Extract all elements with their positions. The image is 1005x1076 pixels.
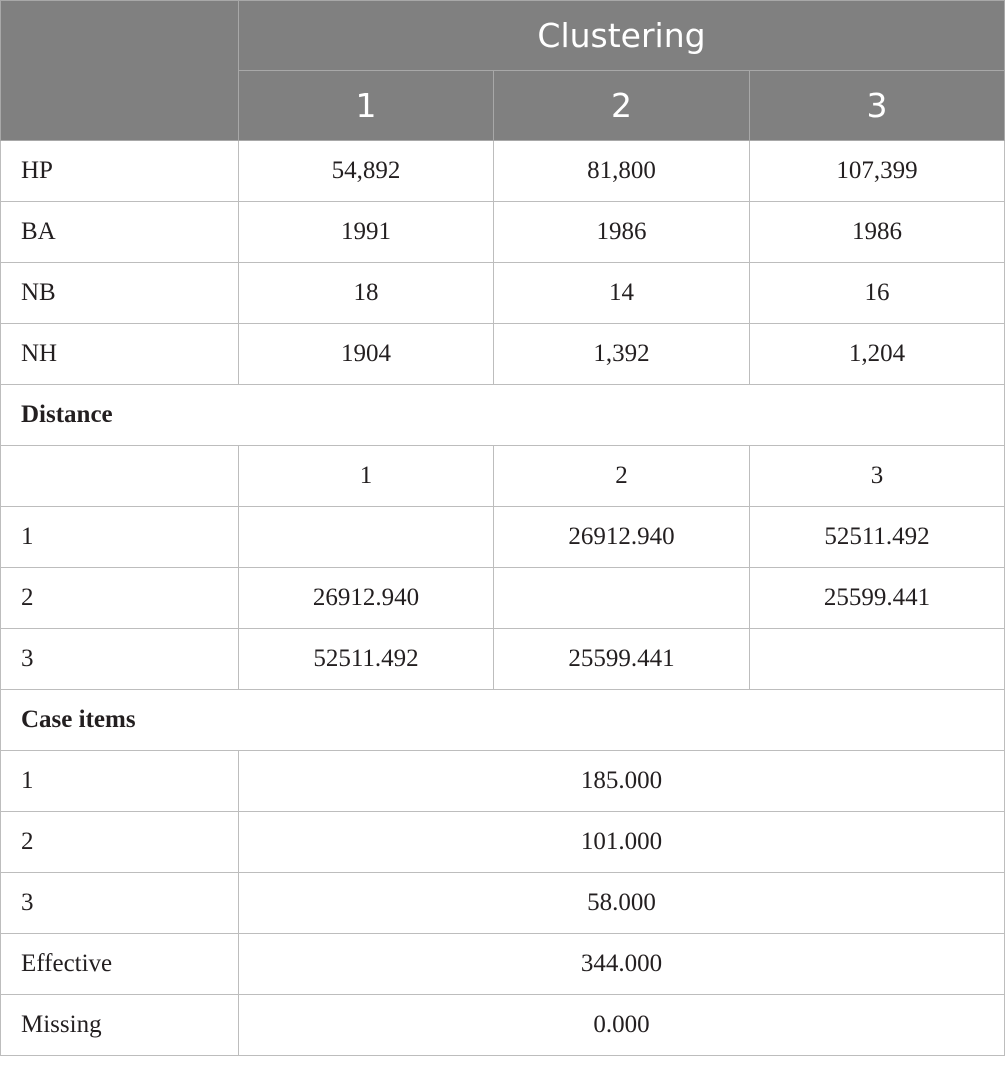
table-row	[1, 263, 1005, 324]
section-row-case-items	[1, 690, 1005, 751]
distance-col-header: 3	[750, 446, 1005, 507]
row-label: 3	[1, 629, 239, 690]
table-cell: 1986	[750, 202, 1005, 263]
row-label: 2	[1, 812, 239, 873]
section-title-case-items: Case items	[1, 690, 1005, 751]
row-label: Missing	[1, 995, 239, 1056]
header-cluster-1: 1	[239, 71, 494, 141]
table-cell: 26912.940	[494, 507, 750, 568]
table-row	[1, 446, 1005, 507]
table-cell: 54,892	[239, 141, 494, 202]
row-label: 3	[1, 873, 239, 934]
table-cell	[239, 507, 494, 568]
distance-col-header: 1	[239, 446, 494, 507]
table-row	[1, 141, 1005, 202]
table-cell	[494, 568, 750, 629]
row-label: NB	[1, 263, 239, 324]
table-cell: 1991	[239, 202, 494, 263]
table-cell: 0.000	[239, 995, 1005, 1056]
table-row	[1, 629, 1005, 690]
table-cell: 1904	[239, 324, 494, 385]
table-cell: 81,800	[494, 141, 750, 202]
section-row-distance	[1, 385, 1005, 446]
row-label: HP	[1, 141, 239, 202]
row-label: 1	[1, 507, 239, 568]
table-cell: 185.000	[239, 751, 1005, 812]
table-row	[1, 934, 1005, 995]
table-row	[1, 751, 1005, 812]
table-row	[1, 995, 1005, 1056]
row-label: 2	[1, 568, 239, 629]
row-label: BA	[1, 202, 239, 263]
table-cell: 107,399	[750, 141, 1005, 202]
table-cell: 14	[494, 263, 750, 324]
table-cell	[750, 629, 1005, 690]
header-clustering: Clustering	[239, 1, 1005, 71]
table-cell: 1,204	[750, 324, 1005, 385]
table-row	[1, 568, 1005, 629]
table-cell: 18	[239, 263, 494, 324]
table-cell: 52511.492	[750, 507, 1005, 568]
row-label: NH	[1, 324, 239, 385]
table-row	[1, 812, 1005, 873]
table-cell: 25599.441	[494, 629, 750, 690]
table-row	[1, 507, 1005, 568]
table-row	[1, 873, 1005, 934]
table-cell: 1,392	[494, 324, 750, 385]
distance-col-header: 2	[494, 446, 750, 507]
table-cell: 344.000	[239, 934, 1005, 995]
header-cluster-2: 2	[494, 71, 750, 141]
table-cell: 1986	[494, 202, 750, 263]
section-title-distance: Distance	[1, 385, 1005, 446]
table-cell: 101.000	[239, 812, 1005, 873]
header-cluster-3: 3	[750, 71, 1005, 141]
table-cell-empty	[1, 446, 239, 507]
row-label: 1	[1, 751, 239, 812]
table-cell: 58.000	[239, 873, 1005, 934]
row-label: Effective	[1, 934, 239, 995]
table-row	[1, 324, 1005, 385]
table-cell: 26912.940	[239, 568, 494, 629]
table-cell: 16	[750, 263, 1005, 324]
table-cell: 52511.492	[239, 629, 494, 690]
table-row	[1, 202, 1005, 263]
table-cell: 25599.441	[750, 568, 1005, 629]
header-corner-cell	[1, 1, 239, 141]
